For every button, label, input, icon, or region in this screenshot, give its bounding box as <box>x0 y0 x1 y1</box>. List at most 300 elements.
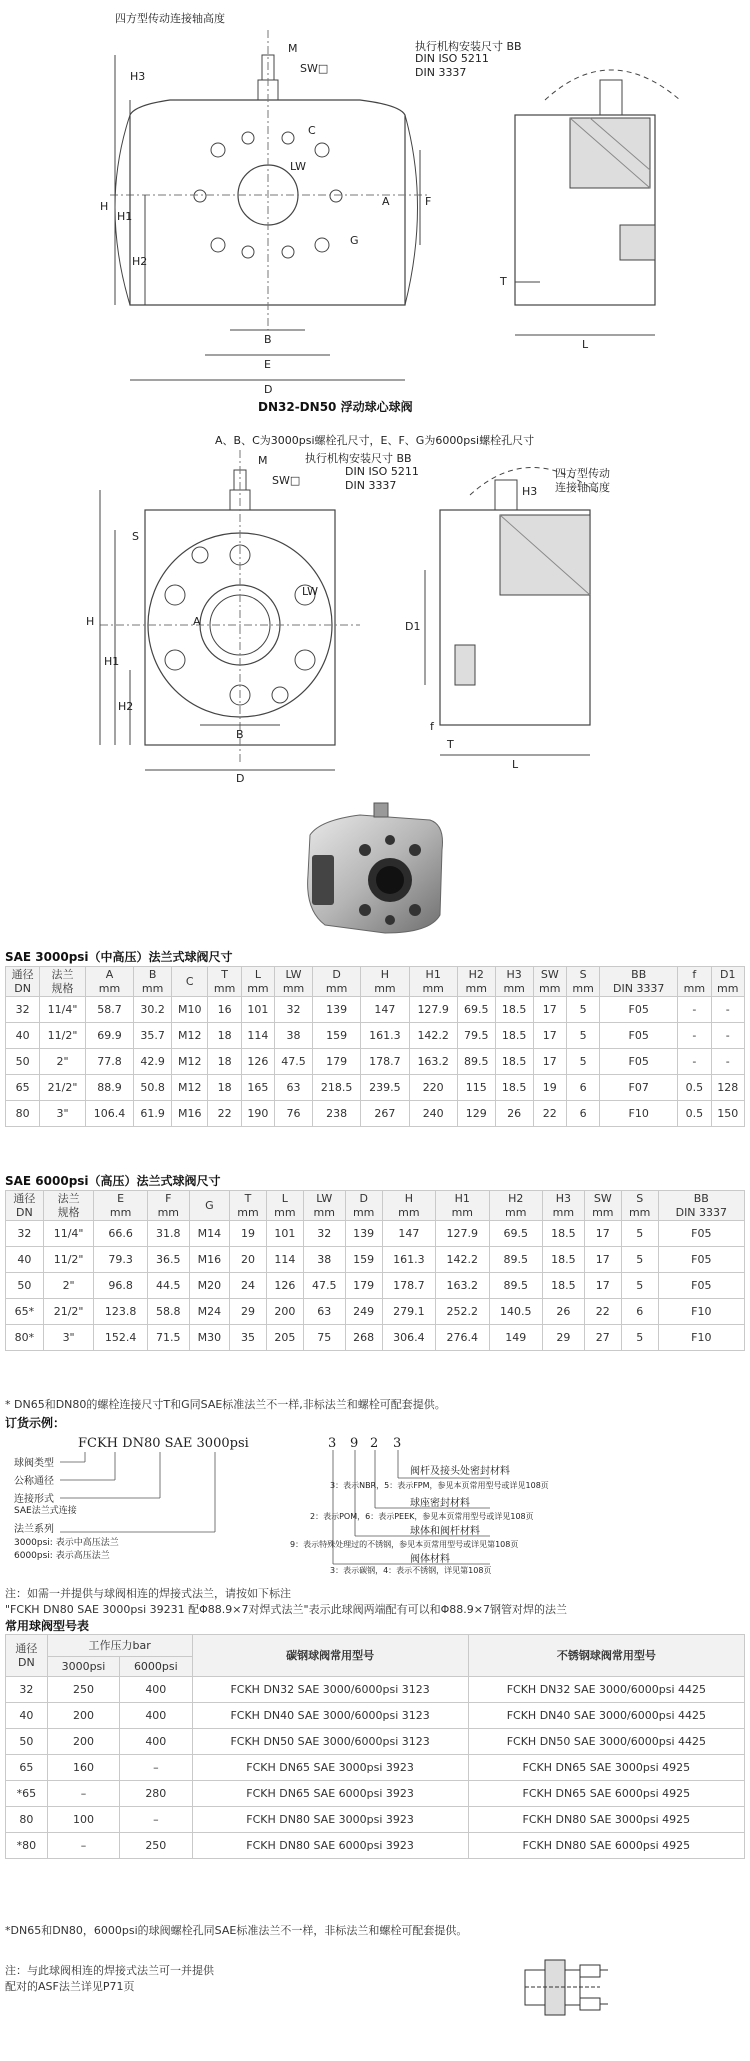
t3000-header: B mm <box>134 967 172 997</box>
table-models <box>5 1634 745 1859</box>
dim-SW: SW□ <box>300 62 329 75</box>
t6000-cell: 69.5 <box>489 1221 542 1247</box>
t6000-cell: F05 <box>658 1273 744 1299</box>
t6000-cell: M20 <box>189 1273 229 1299</box>
t6000-cell: 279.1 <box>382 1299 435 1325</box>
models-row <box>6 1755 745 1781</box>
dim-A: A <box>382 195 390 208</box>
models-cell: FCKH DN40 SAE 3000/6000psi 3123 <box>192 1703 468 1729</box>
product-photo <box>290 795 450 940</box>
note-1: 注：如需一并提供与球阀相连的焊接式法兰，请按如下标注 <box>5 1587 291 1600</box>
models-cell: FCKH DN65 SAE 6000psi 4925 <box>468 1781 744 1807</box>
t6000-header: E mm <box>94 1191 147 1221</box>
order-label-6000: 6000psi: 表示高压法兰 <box>14 1551 110 1561</box>
models-cell: 250 <box>120 1833 192 1859</box>
t3000-header: D mm <box>312 967 360 997</box>
models-cell: FCKH DN40 SAE 3000/6000psi 4425 <box>468 1703 744 1729</box>
t3000-cell: F10 <box>600 1101 678 1127</box>
note-bottom: *DN65和DN80，6000psi的球阀螺栓孔同SAE标准法兰不一样，非标法兰和螺栓可配套提供。 <box>5 1924 468 1937</box>
t6000-cell: 179 <box>345 1273 382 1299</box>
models-row <box>6 1729 745 1755</box>
t6000-cell: 306.4 <box>382 1325 435 1351</box>
t3000-cell: 80 <box>6 1101 40 1127</box>
t3000-cell: M16 <box>172 1101 208 1127</box>
t6000-cell: 249 <box>345 1299 382 1325</box>
t6000-cell: 75 <box>303 1325 345 1351</box>
t3000-cell: 16 <box>208 997 241 1023</box>
t6000-row <box>6 1299 745 1325</box>
order-r-body: 阀体材料 <box>410 1554 450 1565</box>
t3000-cell: 128 <box>711 1075 745 1101</box>
t3000-cell: M12 <box>172 1049 208 1075</box>
t6000-cell: 65* <box>6 1299 44 1325</box>
t3000-cell: 179 <box>312 1049 360 1075</box>
order-title: 订货示例： <box>5 1416 66 1430</box>
models-cell: FCKH DN50 SAE 3000/6000psi 3123 <box>192 1729 468 1755</box>
t3000-header: A mm <box>85 967 133 997</box>
note-star: * DN65和DN80的螺栓连接尺寸T和G同SAE标准法兰不一样,非标法兰和螺栓可配套提供。 <box>5 1398 446 1411</box>
order-r-seat-seal-desc: 2：表示POM，6：表示PEEK，参见本页常用型号或详见108页 <box>310 1512 534 1521</box>
dim-H2: H2 <box>132 255 148 268</box>
label-din-5211: DIN ISO 5211 <box>415 52 489 65</box>
t6000-cell: 11/2" <box>43 1247 94 1273</box>
t6000-cell: 40 <box>6 1247 44 1273</box>
t6000-cell: 63 <box>303 1299 345 1325</box>
label-square-drive-2a: 四方型传动 <box>555 467 610 480</box>
dim2-T: T <box>447 738 454 751</box>
t3000-cell: 18 <box>208 1023 241 1049</box>
t3000-cell: 114 <box>241 1023 274 1049</box>
table3000-title: SAE 3000psi（中高压）法兰式球阀尺寸 <box>5 950 233 964</box>
t3000-cell: 42.9 <box>134 1049 172 1075</box>
dim-D: D <box>264 383 273 396</box>
table-sae3000 <box>5 966 745 1127</box>
t3000-cell: 65 <box>6 1075 40 1101</box>
t3000-header: 法兰 规格 <box>40 967 86 997</box>
order-digit-4: 3 <box>393 1436 402 1451</box>
t6000-cell: 80* <box>6 1325 44 1351</box>
models-row <box>6 1677 745 1703</box>
t6000-cell: 5 <box>621 1325 658 1351</box>
dim-H: H <box>100 200 109 213</box>
t6000-cell: 36.5 <box>147 1247 189 1273</box>
t6000-cell: 18.5 <box>542 1273 584 1299</box>
t6000-cell: 22 <box>584 1299 621 1325</box>
t3000-cell: - <box>678 1049 711 1075</box>
t3000-header: C <box>172 967 208 997</box>
dim-E: E <box>264 358 271 371</box>
t3000-cell: 6 <box>566 1075 599 1101</box>
t6000-cell: 32 <box>303 1221 345 1247</box>
order-digit-1: 3 <box>328 1436 337 1451</box>
t3000-cell: 50.8 <box>134 1075 172 1101</box>
order-example-diagram <box>0 1432 750 1577</box>
t3000-header: SW mm <box>533 967 566 997</box>
t6000-cell: 38 <box>303 1247 345 1273</box>
t6000-cell: 5 <box>621 1247 658 1273</box>
drawing-dn32-dn50 <box>0 0 750 420</box>
dim-H3: H3 <box>130 70 146 83</box>
t6000-cell: 24 <box>230 1273 267 1299</box>
t3000-cell: 0.5 <box>678 1101 711 1127</box>
dim2-f: f <box>430 720 434 733</box>
order-r-stem-seal: 阀杆及接头处密封材料 <box>410 1466 510 1477</box>
t6000-cell: 18.5 <box>542 1247 584 1273</box>
t3000-row <box>6 1023 745 1049</box>
t3000-cell: 163.2 <box>409 1049 457 1075</box>
t6000-cell: 6 <box>621 1299 658 1325</box>
t3000-cell: 18 <box>208 1049 241 1075</box>
note-2: "FCKH DN80 SAE 3000psi 39231 配Φ88.9×7对焊式法兰"表示此球阀两端配有可以和Φ88.9×7钢管对焊的法兰 <box>5 1603 567 1616</box>
t6000-cell: 89.5 <box>489 1247 542 1273</box>
t3000-cell: 165 <box>241 1075 274 1101</box>
order-r-seat-seal: 球座密封材料 <box>410 1498 470 1509</box>
t6000-header: 通径 DN <box>6 1191 44 1221</box>
t6000-cell: 27 <box>584 1325 621 1351</box>
t6000-cell: 50 <box>6 1273 44 1299</box>
order-digit-3: 2 <box>370 1436 379 1451</box>
models-cell: FCKH DN32 SAE 3000/6000psi 3123 <box>192 1677 468 1703</box>
t6000-cell: 142.2 <box>436 1247 489 1273</box>
t3000-header: H mm <box>361 967 409 997</box>
models-cell: 400 <box>120 1729 192 1755</box>
order-r-ball-stem-desc: 9：表示特殊处理过的不锈钢，参见本页常用型号或详见第108页 <box>290 1540 519 1549</box>
models-cell: – <box>47 1781 119 1807</box>
t3000-cell: 11/4" <box>40 997 86 1023</box>
t3000-cell: 11/2" <box>40 1023 86 1049</box>
dim2-LW: LW <box>302 585 318 598</box>
t6000-cell: 17 <box>584 1273 621 1299</box>
t3000-cell: 89.5 <box>457 1049 495 1075</box>
t6000-cell: F05 <box>658 1221 744 1247</box>
t3000-cell: 17 <box>533 1049 566 1075</box>
t3000-cell: 150 <box>711 1101 745 1127</box>
t6000-cell: 140.5 <box>489 1299 542 1325</box>
t6000-header: SW mm <box>584 1191 621 1221</box>
t6000-cell: M30 <box>189 1325 229 1351</box>
dim-L: L <box>582 338 589 351</box>
t3000-cell: 18.5 <box>495 997 533 1023</box>
t3000-cell: 58.7 <box>85 997 133 1023</box>
t6000-cell: 3" <box>43 1325 94 1351</box>
t6000-cell: 127.9 <box>436 1221 489 1247</box>
t3000-header: L mm <box>241 967 274 997</box>
t6000-cell: 5 <box>621 1221 658 1247</box>
t3000-cell: 26 <box>495 1101 533 1127</box>
dim-F: F <box>425 195 432 208</box>
t3000-cell: - <box>678 997 711 1023</box>
models-cell: 200 <box>47 1729 119 1755</box>
t3000-cell: 159 <box>312 1023 360 1049</box>
t6000-cell: 159 <box>345 1247 382 1273</box>
models-cell: FCKH DN80 SAE 3000psi 4925 <box>468 1807 744 1833</box>
models-cell: 100 <box>47 1807 119 1833</box>
t3000-cell: 240 <box>409 1101 457 1127</box>
t6000-cell: 268 <box>345 1325 382 1351</box>
t3000-cell: - <box>711 1023 745 1049</box>
t3000-cell: 35.7 <box>134 1023 172 1049</box>
models-h-3000: 3000psi <box>47 1657 119 1677</box>
t3000-cell: 17 <box>533 997 566 1023</box>
t6000-cell: 17 <box>584 1247 621 1273</box>
models-cell: FCKH DN50 SAE 3000/6000psi 4425 <box>468 1729 744 1755</box>
technical-drawing-1 <box>0 0 750 420</box>
t3000-cell: 18.5 <box>495 1023 533 1049</box>
t3000-cell: 147 <box>361 997 409 1023</box>
t3000-cell: 22 <box>533 1101 566 1127</box>
order-r-body-desc: 3：表示碳钢，4：表示不锈钢，详见第108页 <box>330 1566 492 1575</box>
t3000-header: BB DIN 3337 <box>600 967 678 997</box>
t3000-cell: 161.3 <box>361 1023 409 1049</box>
t6000-cell: M24 <box>189 1299 229 1325</box>
order-label-type: 球阀类型 <box>14 1458 54 1469</box>
t6000-cell: 58.8 <box>147 1299 189 1325</box>
t6000-header: 法兰 规格 <box>43 1191 94 1221</box>
t3000-cell: 139 <box>312 997 360 1023</box>
t3000-cell: 21/2" <box>40 1075 86 1101</box>
t3000-cell: 115 <box>457 1075 495 1101</box>
t3000-cell: 238 <box>312 1101 360 1127</box>
t3000-row <box>6 1049 745 1075</box>
t3000-cell: 190 <box>241 1101 274 1127</box>
t6000-cell: 47.5 <box>303 1273 345 1299</box>
dim-LW: LW <box>290 160 306 173</box>
t3000-cell: 267 <box>361 1101 409 1127</box>
t3000-cell: 77.8 <box>85 1049 133 1075</box>
t3000-header: 通径 DN <box>6 967 40 997</box>
t3000-cell: 32 <box>275 997 313 1023</box>
t6000-cell: 276.4 <box>436 1325 489 1351</box>
t3000-cell: F07 <box>600 1075 678 1101</box>
t3000-header: D1 mm <box>711 967 745 997</box>
t6000-cell: 66.6 <box>94 1221 147 1247</box>
t6000-cell: 35 <box>230 1325 267 1351</box>
dim2-SW: SW□ <box>272 474 301 487</box>
t3000-cell: 142.2 <box>409 1023 457 1049</box>
t6000-row <box>6 1247 745 1273</box>
dim2-S: S <box>132 530 139 543</box>
t3000-cell: 239.5 <box>361 1075 409 1101</box>
t6000-cell: M14 <box>189 1221 229 1247</box>
t6000-header: H mm <box>382 1191 435 1221</box>
weld-flange-drawing <box>520 1950 610 2030</box>
order-r-ball-stem: 球体和阀杆材料 <box>410 1526 480 1537</box>
t6000-cell: 161.3 <box>382 1247 435 1273</box>
t3000-cell: 22 <box>208 1101 241 1127</box>
models-cell: FCKH DN65 SAE 3000psi 4925 <box>468 1755 744 1781</box>
t6000-cell: 152.4 <box>94 1325 147 1351</box>
t3000-cell: 76 <box>275 1101 313 1127</box>
t3000-cell: 47.5 <box>275 1049 313 1075</box>
t6000-cell: 147 <box>382 1221 435 1247</box>
dim-G: G <box>350 234 359 247</box>
models-cell: 40 <box>6 1703 48 1729</box>
t3000-cell: 106.4 <box>85 1101 133 1127</box>
t3000-cell: 79.5 <box>457 1023 495 1049</box>
dim2-H1: H1 <box>104 655 120 668</box>
dim2-A: A <box>193 615 201 628</box>
t6000-cell: 200 <box>266 1299 303 1325</box>
t6000-cell: 21/2" <box>43 1299 94 1325</box>
drawing-dn65-dn80 <box>0 420 750 790</box>
label-square-drive-height: 四方型传动连接轴高度 <box>115 12 225 25</box>
t3000-cell: 0.5 <box>678 1075 711 1101</box>
t6000-cell: M16 <box>189 1247 229 1273</box>
models-cell: FCKH DN80 SAE 3000psi 3923 <box>192 1807 468 1833</box>
t6000-cell: 11/4" <box>43 1221 94 1247</box>
t3000-header: LW mm <box>275 967 313 997</box>
t3000-cell: 5 <box>566 997 599 1023</box>
t6000-cell: 18.5 <box>542 1221 584 1247</box>
t6000-header: BB DIN 3337 <box>658 1191 744 1221</box>
t3000-cell: 38 <box>275 1023 313 1049</box>
dim-M: M <box>288 42 298 55</box>
t3000-cell: - <box>711 997 745 1023</box>
dim2-H2: H2 <box>118 700 134 713</box>
order-label-3000: 3000psi: 表示中高压法兰 <box>14 1538 119 1548</box>
t6000-cell: 101 <box>266 1221 303 1247</box>
t6000-header: S mm <box>621 1191 658 1221</box>
models-row <box>6 1833 745 1859</box>
t3000-cell: - <box>678 1023 711 1049</box>
t6000-cell: 31.8 <box>147 1221 189 1247</box>
t6000-cell: F05 <box>658 1247 744 1273</box>
dim-T: T <box>500 275 507 288</box>
t3000-cell: 101 <box>241 997 274 1023</box>
t3000-cell: 69.5 <box>457 997 495 1023</box>
drawing1-caption: DN32-DN50 浮动球心球阀 <box>258 400 413 414</box>
t3000-cell: M12 <box>172 1075 208 1101</box>
t3000-header: f mm <box>678 967 711 997</box>
dim2-H: H <box>86 615 95 628</box>
models-h-carbon: 碳钢球阀常用型号 <box>192 1635 468 1677</box>
t6000-row <box>6 1325 745 1351</box>
t3000-cell: 69.9 <box>85 1023 133 1049</box>
t3000-cell: 178.7 <box>361 1049 409 1075</box>
models-cell: FCKH DN32 SAE 3000/6000psi 4425 <box>468 1677 744 1703</box>
t6000-cell: 96.8 <box>94 1273 147 1299</box>
table6000-title: SAE 6000psi（高压）法兰式球阀尺寸 <box>5 1174 221 1188</box>
dim2-B: B <box>236 728 244 741</box>
models-cell: – <box>120 1807 192 1833</box>
table-sae6000 <box>5 1190 745 1351</box>
models-cell: 400 <box>120 1703 192 1729</box>
models-row <box>6 1703 745 1729</box>
t6000-cell: 20 <box>230 1247 267 1273</box>
t3000-cell: 63 <box>275 1075 313 1101</box>
t6000-cell: 2" <box>43 1273 94 1299</box>
label-din-3337: DIN 3337 <box>415 66 467 79</box>
t3000-cell: F05 <box>600 1049 678 1075</box>
t3000-cell: - <box>711 1049 745 1075</box>
t6000-row <box>6 1273 745 1299</box>
t3000-cell: 127.9 <box>409 997 457 1023</box>
t3000-cell: 19 <box>533 1075 566 1101</box>
order-label-sae: SAE法兰式连接 <box>14 1506 77 1516</box>
t6000-cell: 32 <box>6 1221 44 1247</box>
label-actuator-size-2: 执行机构安装尺寸 BB <box>305 452 412 465</box>
models-cell: FCKH DN65 SAE 6000psi 3923 <box>192 1781 468 1807</box>
t3000-cell: 88.9 <box>85 1075 133 1101</box>
dim2-M: M <box>258 454 268 467</box>
t6000-cell: 71.5 <box>147 1325 189 1351</box>
t3000-header: T mm <box>208 967 241 997</box>
t6000-cell: F10 <box>658 1325 744 1351</box>
t3000-cell: 6 <box>566 1101 599 1127</box>
t3000-cell: 129 <box>457 1101 495 1127</box>
t6000-header: H1 mm <box>436 1191 489 1221</box>
t6000-header: F mm <box>147 1191 189 1221</box>
dim2-D1: D1 <box>405 620 421 633</box>
t3000-cell: 220 <box>409 1075 457 1101</box>
t3000-header: H2 mm <box>457 967 495 997</box>
t6000-header: D mm <box>345 1191 382 1221</box>
order-digit-2: 9 <box>350 1436 359 1451</box>
models-h-stainless: 不锈钢球阀常用型号 <box>468 1635 744 1677</box>
models-row <box>6 1781 745 1807</box>
t3000-header: H3 mm <box>495 967 533 997</box>
t3000-cell: 30.2 <box>134 997 172 1023</box>
dim-H1: H1 <box>117 210 133 223</box>
t3000-cell: 40 <box>6 1023 40 1049</box>
t6000-cell: 29 <box>542 1325 584 1351</box>
t3000-cell: 5 <box>566 1049 599 1075</box>
t3000-row <box>6 997 745 1023</box>
order-code-lines <box>0 1432 750 1577</box>
t6000-header: H3 mm <box>542 1191 584 1221</box>
t3000-cell: 61.9 <box>134 1101 172 1127</box>
label-din-3337-2: DIN 3337 <box>345 479 397 492</box>
t6000-cell: 139 <box>345 1221 382 1247</box>
order-label-dn: 公称通径 <box>14 1476 54 1487</box>
t3000-cell: F05 <box>600 1023 678 1049</box>
order-code-main: FCKH DN80 SAE 3000psi <box>78 1436 249 1451</box>
t6000-cell: 205 <box>266 1325 303 1351</box>
models-row <box>6 1807 745 1833</box>
t6000-cell: 26 <box>542 1299 584 1325</box>
t6000-cell: 178.7 <box>382 1273 435 1299</box>
t6000-cell: 44.5 <box>147 1273 189 1299</box>
order-label-connection: 连接形式 <box>14 1494 54 1505</box>
t3000-cell: M12 <box>172 1023 208 1049</box>
models-cell: FCKH DN80 SAE 6000psi 4925 <box>468 1833 744 1859</box>
label-square-drive-2b: 连接轴高度 <box>555 481 610 494</box>
models-cell: 400 <box>120 1677 192 1703</box>
t6000-cell: 149 <box>489 1325 542 1351</box>
t3000-header: S mm <box>566 967 599 997</box>
bolt-hole-note: A、B、C为3000psi螺栓孔尺寸，E、F、G为6000psi螺栓孔尺寸 <box>215 434 535 447</box>
t3000-cell: 50 <box>6 1049 40 1075</box>
t6000-cell: 17 <box>584 1221 621 1247</box>
t3000-cell: 18.5 <box>495 1075 533 1101</box>
models-cell: *80 <box>6 1833 48 1859</box>
label-din-5211-2: DIN ISO 5211 <box>345 465 419 478</box>
t3000-cell: 18.5 <box>495 1049 533 1075</box>
note-weld-2: 配对的ASF法兰详见P71页 <box>5 1980 135 1993</box>
t6000-cell: 114 <box>266 1247 303 1273</box>
t6000-cell: 29 <box>230 1299 267 1325</box>
label-actuator-size: 执行机构安装尺寸 BB <box>415 40 522 53</box>
dim2-D: D <box>236 772 245 785</box>
t6000-cell: F10 <box>658 1299 744 1325</box>
t6000-header: L mm <box>266 1191 303 1221</box>
order-r-stem-seal-desc: 3：表示NBR，5：表示FPM，参见本页常用型号或详见108页 <box>330 1481 549 1490</box>
models-cell: 200 <box>47 1703 119 1729</box>
models-h-dn: 通径 DN <box>6 1635 48 1677</box>
models-cell: 32 <box>6 1677 48 1703</box>
t6000-cell: 163.2 <box>436 1273 489 1299</box>
t3000-cell: 218.5 <box>312 1075 360 1101</box>
